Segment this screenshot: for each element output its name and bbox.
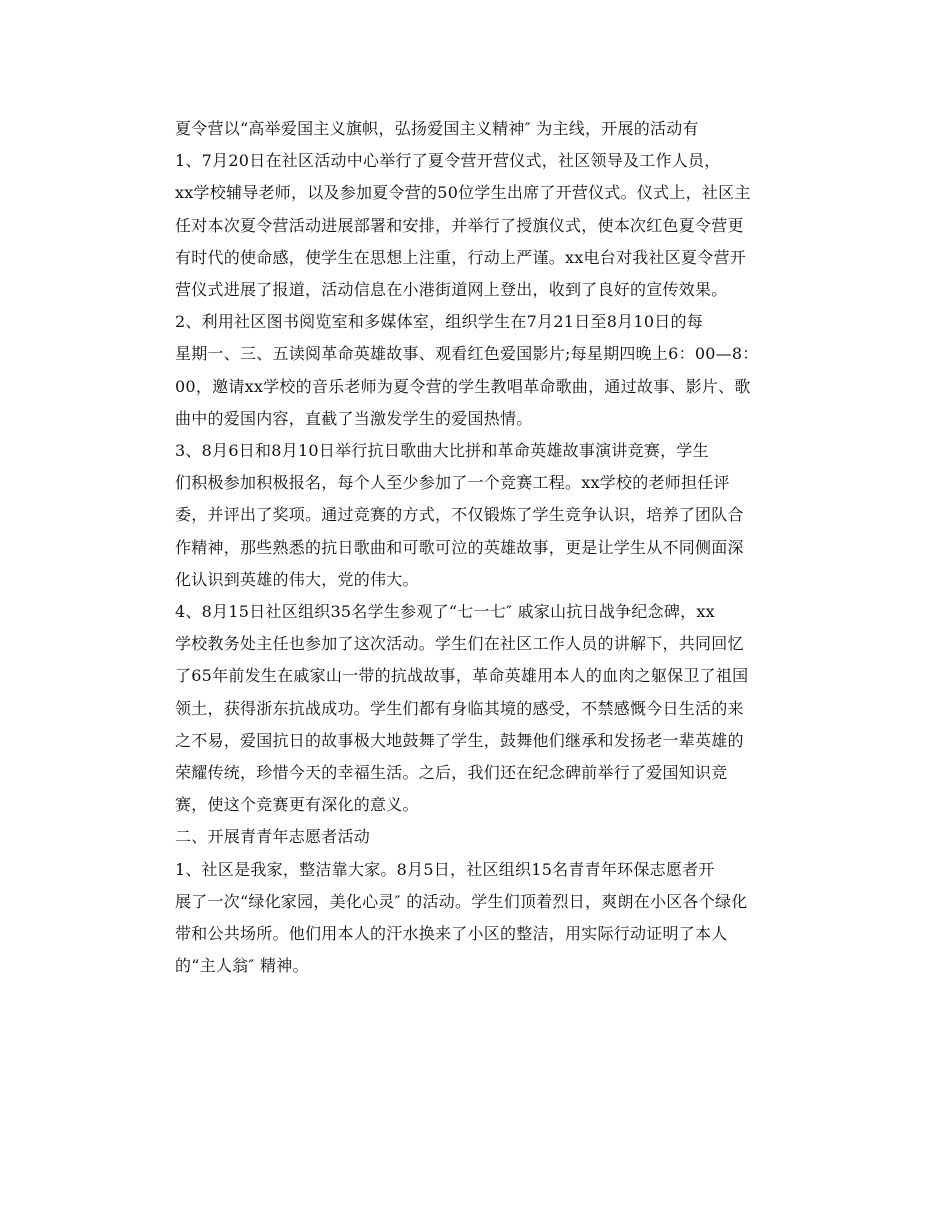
text-line: 带和公共场所。他们用本人的汗水换来了小区的整洁，用实际行动证明了本人 <box>175 924 728 944</box>
text-line: 了65年前发生在戚家山一带的抗战故事，革命英雄用本人的血肉之躯保卫了祖国 <box>175 666 749 686</box>
text-line: 荣耀传统，珍惜今天的幸福生活。之后，我们还在纪念碑前举行了爱国知识竞 <box>175 763 728 783</box>
text-line: 作精神，那些熟悉的抗日歌曲和可歌可泣的英雄故事，更是让学生从不同侧面深 <box>175 537 744 557</box>
paragraph <box>143 435 813 596</box>
text-line: 2、利用社区图书阅览室和多媒体室，组织学生在7月21日至8月10日的每 <box>175 312 704 332</box>
text-line: 1、社区是我家，整洁靠大家。8月5日，社区组织15名青青年环保志愿者开 <box>175 859 715 879</box>
text-line: 夏令营以“高举爱国主义旗帜，弘扬爱国主义精神″ 为主线，开展的活动有 <box>175 119 699 138</box>
paragraph <box>143 854 813 983</box>
text-line: 有时代的使命感，使学生在思想上注重，行动上严谨。xx电台对我社区夏令营开 <box>175 247 747 267</box>
text-line: 1、7月20日在社区活动中心举行了夏令营开营仪式，社区领导及工作人员， <box>175 151 721 171</box>
text-line: 曲中的爱国内容，直截了当激发学生的爱国热情。 <box>175 408 533 428</box>
text-line: 委，并评出了奖项。通过竞赛的方式，不仅锻炼了学生竞争认识，培养了团队合 <box>175 505 744 525</box>
text-line: 领土，获得浙东抗战成功。学生们都有身临其境的感受，不禁感慨今日生活的来 <box>175 698 744 718</box>
text-line: 化认识到英雄的伟大，党的伟大。 <box>175 569 419 589</box>
text-line: 星期一、三、五读阅革命英雄故事、观看红色爱国影片;每星期四晚上6：00—8： <box>175 344 759 364</box>
text-line: xx学校辅导老师，以及参加夏令营的50位学生出席了开营仪式。仪式上，社区主 <box>175 183 751 203</box>
text-line: 们积极参加积极报名，每个人至少参加了一个竞赛工程。xx学校的老师担任评 <box>175 473 730 493</box>
paragraph <box>143 821 813 853</box>
text-line: 3、8月6日和8月10日举行抗日歌曲大比拼和革命英雄故事演讲竞赛，学生 <box>175 441 709 461</box>
text-line: 00，邀请xx学校的音乐老师为夏令营的学生教唱革命歌曲，通过故事、影片、歌 <box>175 376 751 396</box>
text-line: 二、开展青青年志愿者活动 <box>175 827 371 847</box>
text-line: 任对本次夏令营活动进展部署和安排，并举行了授旗仪式，使本次红色夏令营更 <box>175 215 744 235</box>
text-line: 的“主人翁″ 精神。 <box>175 956 309 976</box>
document-body <box>143 113 813 982</box>
text-line: 赛，使这个竞赛更有深化的意义。 <box>175 795 419 815</box>
text-line: 展了一次“绿化家园，美化心灵″ 的活动。学生们顶着烈日，爽朗在小区各个绿化 <box>175 891 748 911</box>
text-line: 学校教务处主任也参加了这次活动。学生们在社区工作人员的讲解下，共同回忆 <box>175 634 744 654</box>
text-line: 营仪式进展了报道，活动信息在小港街道网上登出，收到了良好的宣传效果。 <box>175 280 728 300</box>
text-line: 4、8月15日社区组织35名学生参观了“七一七″ 戚家山抗日战争纪念碑，xx <box>175 602 715 622</box>
paragraph <box>143 145 813 306</box>
paragraph <box>143 306 813 435</box>
paragraph <box>143 113 813 145</box>
paragraph <box>143 596 813 821</box>
text-line: 之不易，爱国抗日的故事极大地鼓舞了学生，鼓舞他们继承和发扬老一辈英雄的 <box>175 730 744 750</box>
